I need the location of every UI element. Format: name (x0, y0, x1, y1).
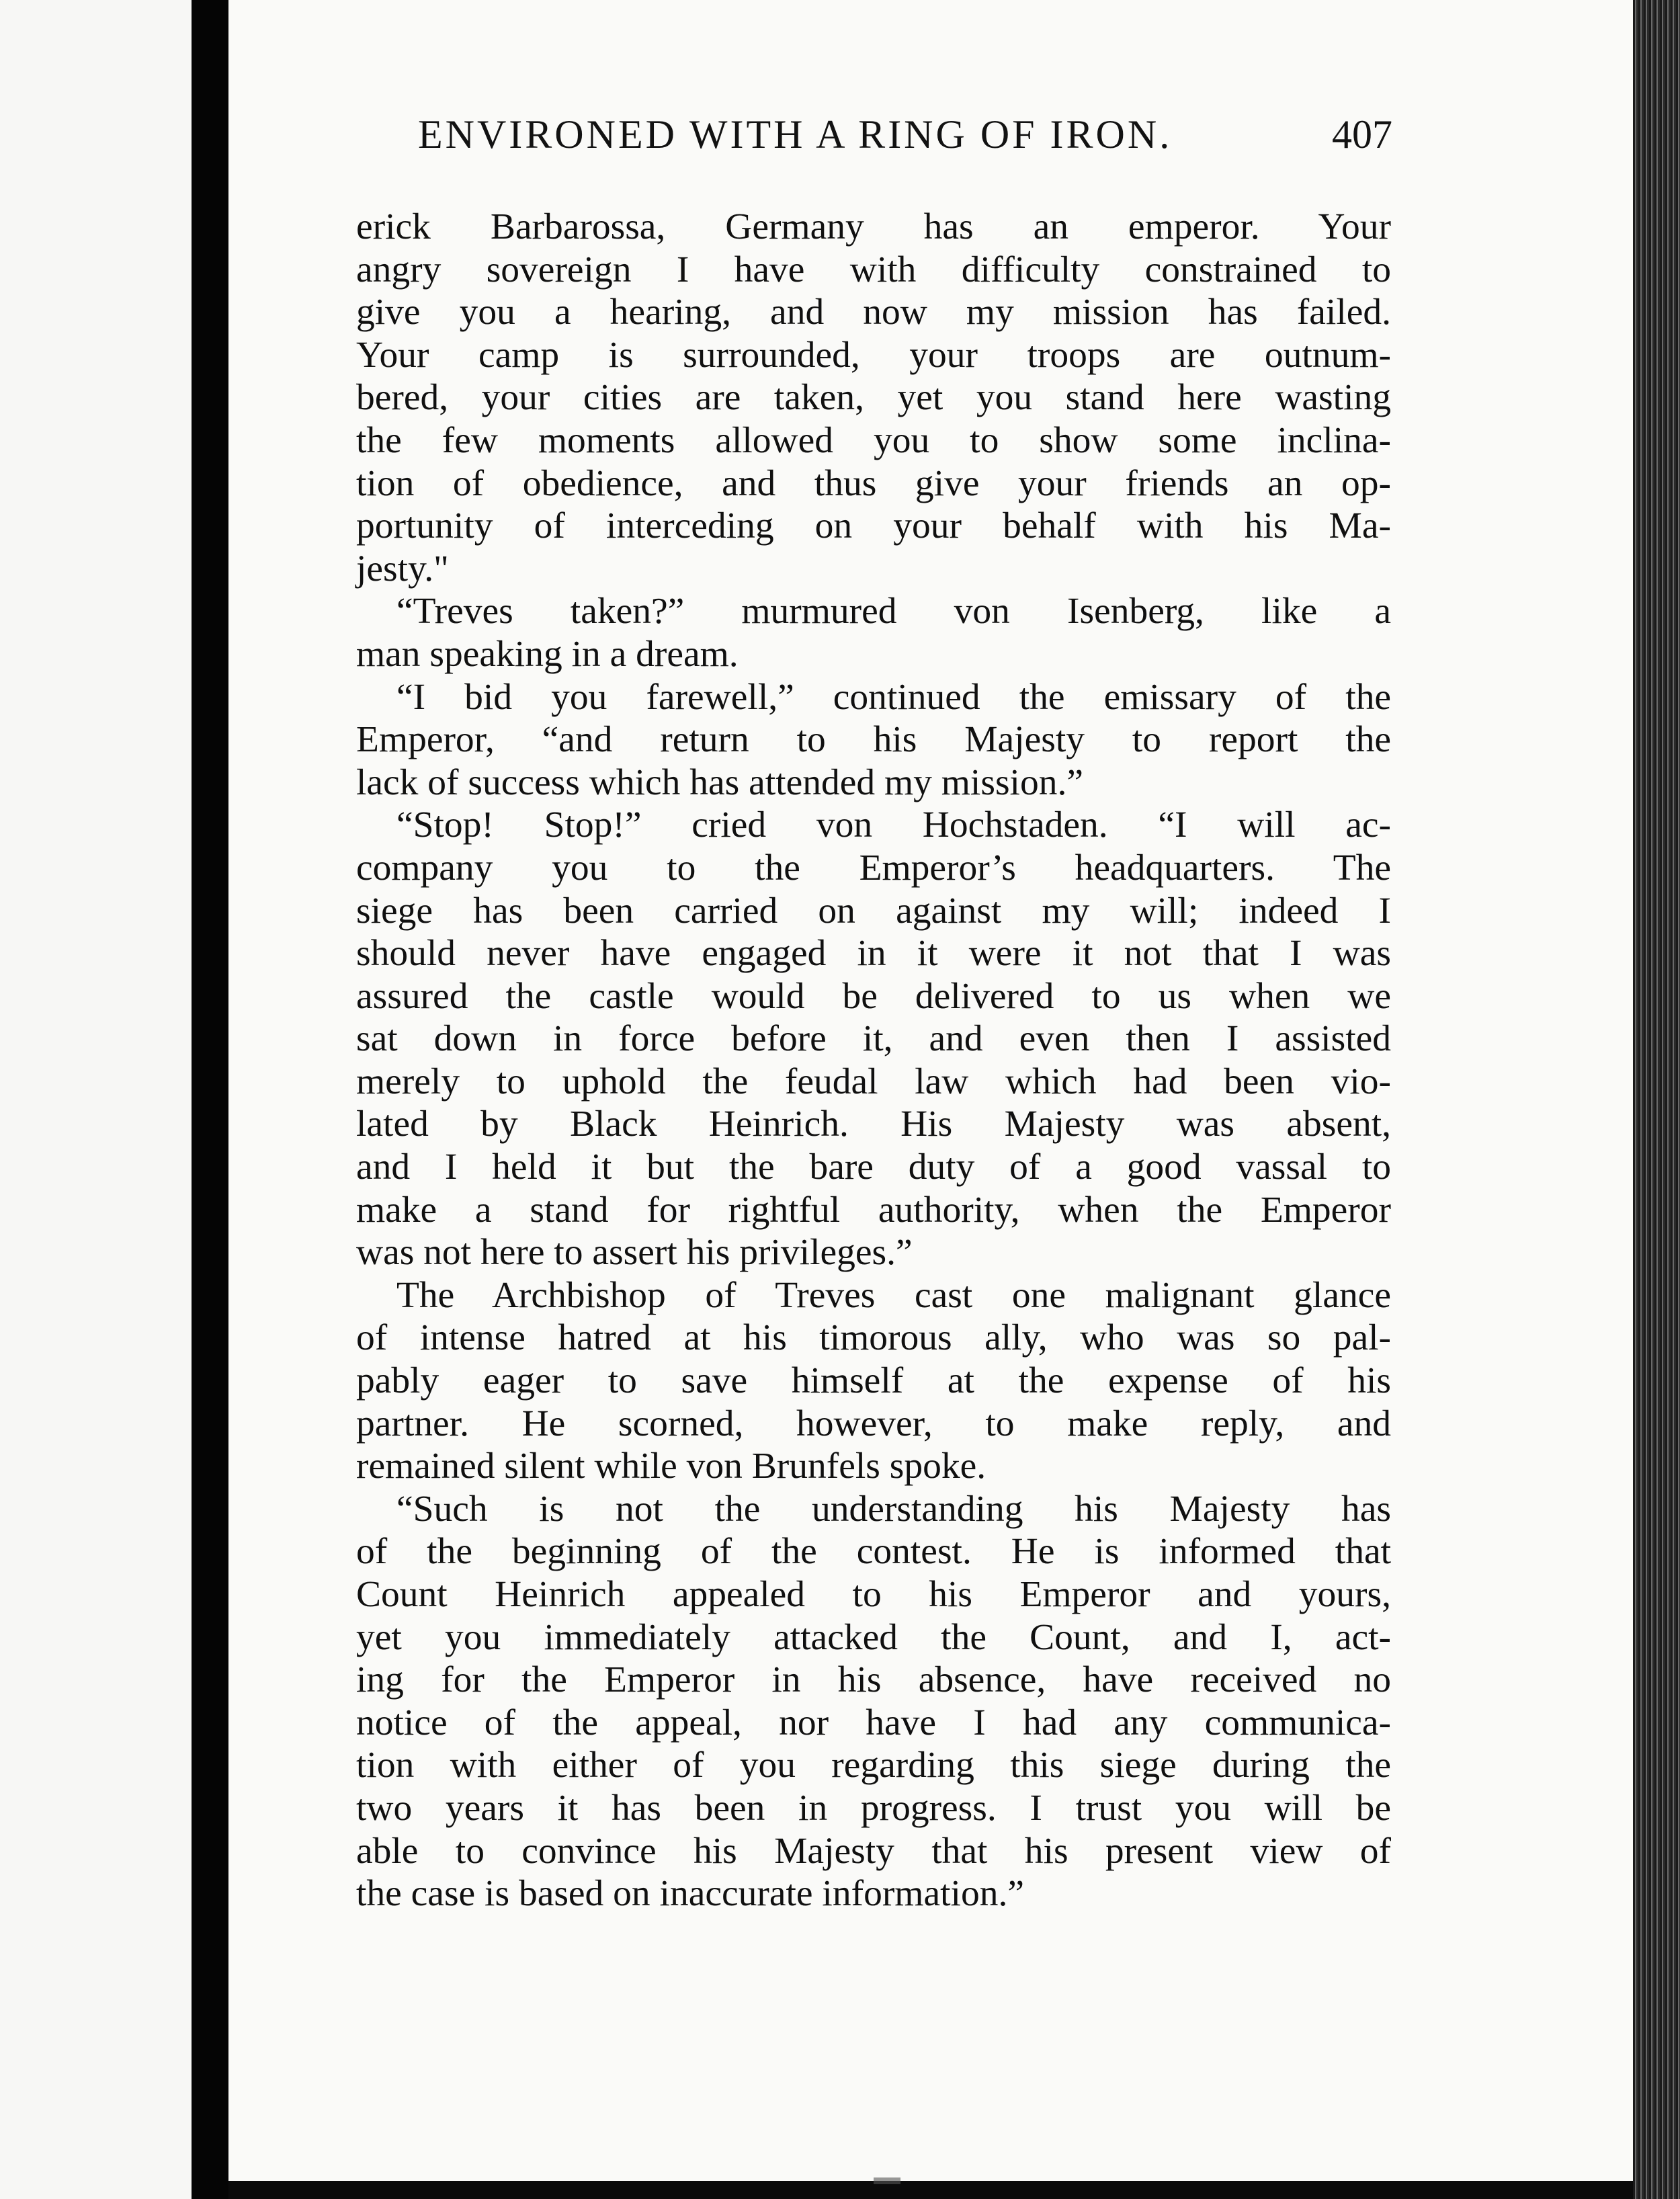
text-line: make a stand for rightful authority, when the Emperor (356, 1189, 1391, 1231)
text-line: should never have engaged in it were it not that I was (356, 933, 1391, 974)
text-line: siege has been carried on against my will; indeed I (356, 890, 1391, 931)
page-number: 407 (1332, 112, 1392, 157)
text-line: angry sovereign I have with difficulty constrained to (356, 249, 1391, 290)
text-line: lated by Black Heinrich. His Majesty was absent, (356, 1104, 1391, 1145)
text-line: man speaking in a dream. (356, 633, 739, 675)
text-line: company you to the Emperor’s headquarters. The (356, 847, 1391, 888)
text-line: tion with either of you regarding this siege during the (356, 1745, 1391, 1786)
scan-artifact (874, 2177, 900, 2184)
text-line: sat down in force before it, and even then I assisted (356, 1018, 1391, 1060)
page-edges (1633, 0, 1680, 2199)
text-line: the few moments allowed you to show some inclina- (356, 419, 1391, 461)
book-gutter (192, 0, 228, 2199)
text-line: erick Barbarossa, Germany has an emperor. Your (356, 206, 1391, 247)
text-line: and I held it but the bare duty of a good vassal to (356, 1147, 1391, 1188)
text-line: bered, your cities are taken, yet you stand here wasting (356, 377, 1391, 419)
body-text (356, 206, 1391, 1915)
text-line: “Such is not the understanding his Majesty has (396, 1488, 1391, 1530)
text-line: two years it has been in progress. I trust you will be (356, 1787, 1391, 1829)
running-head-title: ENVIRONED WITH A RING OF IRON. (418, 112, 1173, 157)
text-line: pably eager to save himself at the expense of his (356, 1360, 1391, 1402)
text-line: remained silent while von Brunfels spoke. (356, 1446, 986, 1487)
text-line: Emperor, “and return to his Majesty to report the (356, 719, 1391, 761)
text-line: jesty." (356, 548, 449, 589)
text-line: Count Heinrich appealed to his Emperor and yours, (356, 1574, 1391, 1615)
text-line: tion of obedience, and thus give your friends an op- (356, 462, 1391, 504)
text-line: “Stop! Stop!” cried von Hochstaden. “I will ac- (396, 804, 1391, 846)
text-line: yet you immediately attacked the Count, and I, act- (356, 1616, 1391, 1658)
text-line: the case is based on inaccurate information.” (356, 1873, 1024, 1915)
text-line: “Treves taken?” murmured von Isenberg, like a (396, 591, 1391, 632)
facing-page (0, 0, 192, 2199)
text-line: “I bid you farewell,” continued the emissary of the (396, 676, 1391, 718)
text-line: ing for the Emperor in his absence, have received no (356, 1659, 1391, 1701)
text-line: of intense hatred at his timorous ally, who was so pal- (356, 1317, 1391, 1359)
text-line: give you a hearing, and now my mission has failed. (356, 292, 1391, 333)
text-line: merely to uphold the feudal law which had been vio- (356, 1061, 1391, 1102)
text-line: was not here to assert his privileges.” (356, 1232, 913, 1274)
text-line: of the beginning of the contest. He is informed that (356, 1531, 1391, 1573)
text-line: portunity of interceding on your behalf with his Ma- (356, 505, 1391, 547)
text-line: lack of success which has attended my mission.” (356, 761, 1083, 803)
text-line: partner. He scorned, however, to make reply, and (356, 1403, 1391, 1444)
text-line: assured the castle would be delivered to us when we (356, 975, 1391, 1017)
text-line: able to convince his Majesty that his present view of (356, 1830, 1391, 1872)
text-line: Your camp is surrounded, your troops are outnum- (356, 334, 1391, 376)
text-line: The Archbishop of Treves cast one malignant glance (396, 1274, 1391, 1316)
text-line: notice of the appeal, nor have I had any communica- (356, 1702, 1391, 1743)
